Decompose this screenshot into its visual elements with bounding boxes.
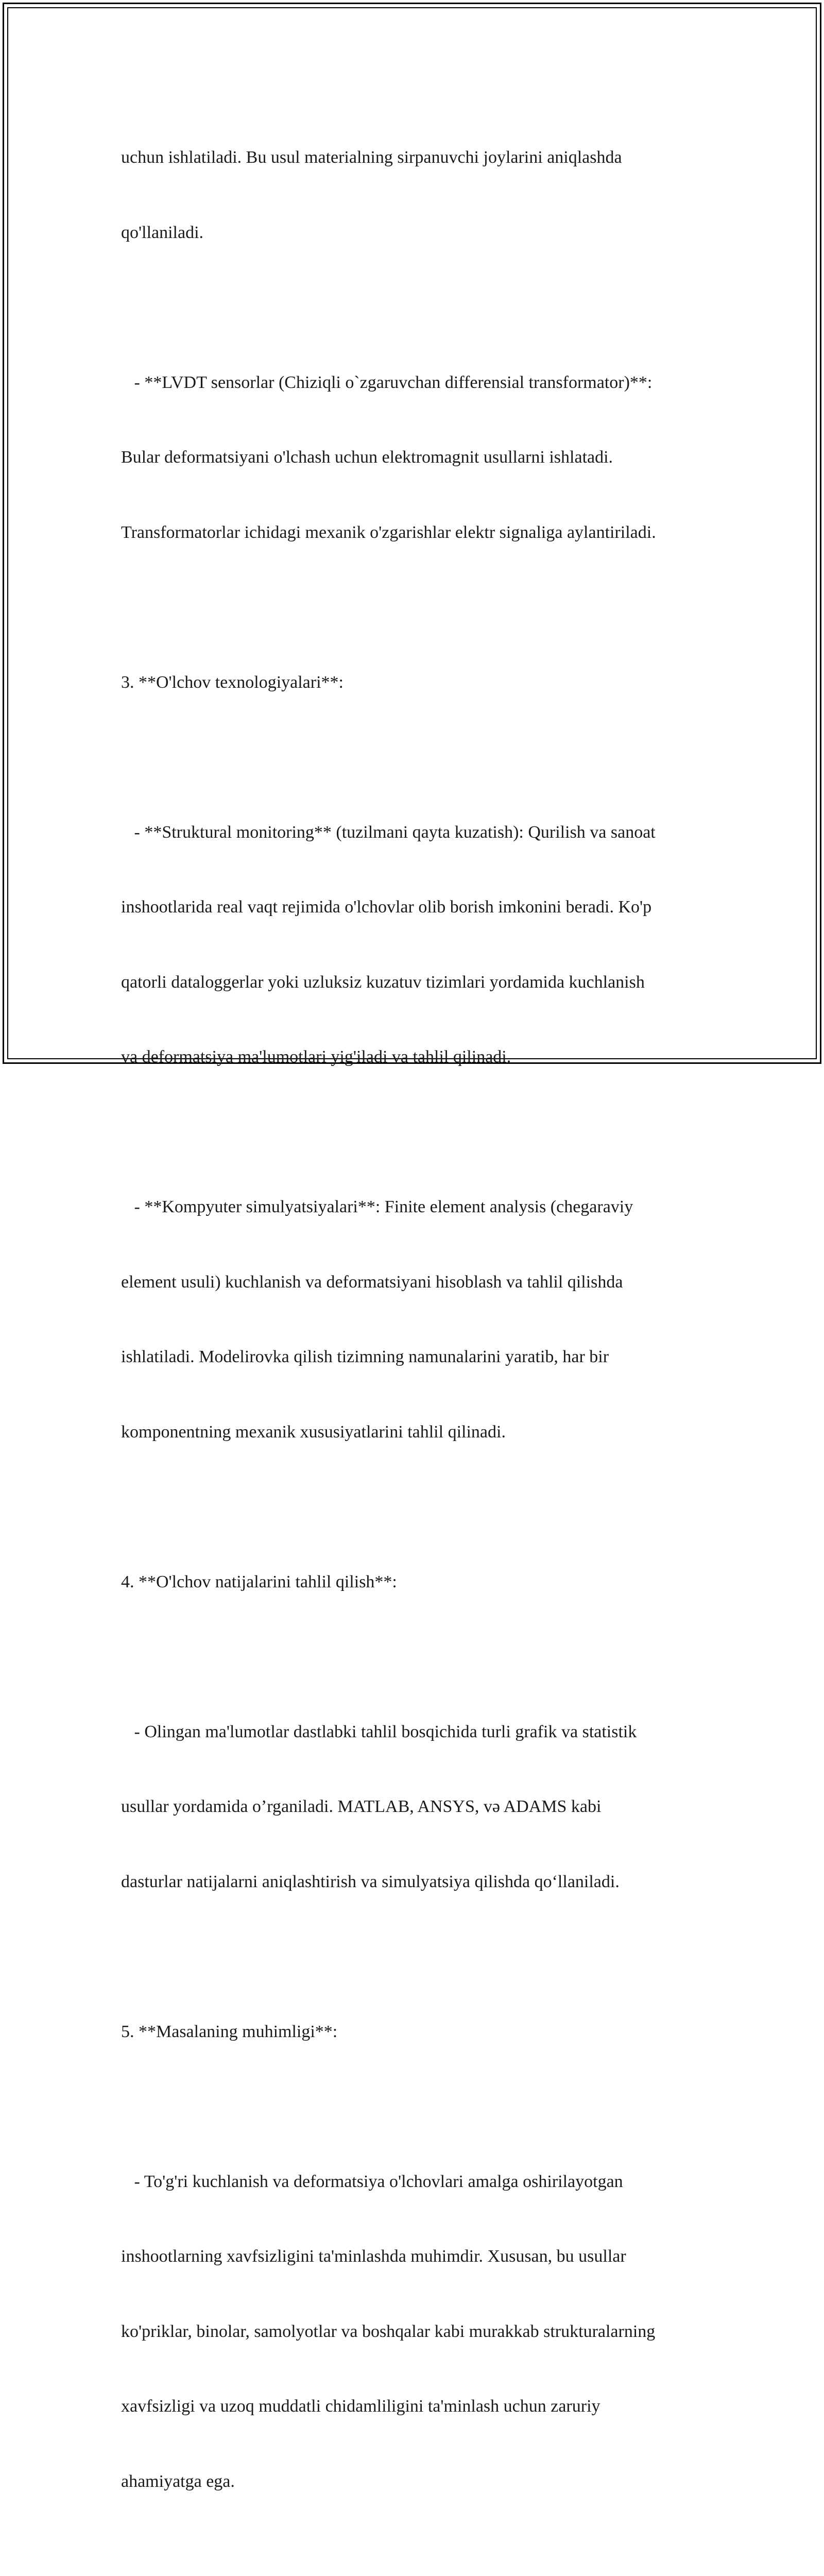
section-heading xyxy=(121,620,718,745)
text-line: 3. **O'lchov texnologiyalari**: xyxy=(121,670,718,696)
text-line: 4. **O'lchov natijalarini tahlil qilish**: xyxy=(121,1570,718,1595)
paragraph xyxy=(121,2569,718,2576)
text-line: - **Struktural monitoring** (tuzilmani qayta kuzatish): Qurilish va sanoat xyxy=(121,820,718,845)
text-line: xavfsizligi va uzoq muddatli chidamliligini ta'minlash uchun zaruriy xyxy=(121,2394,718,2419)
text-line: usullar yordamida o’rganiladi. MATLAB, ANSYS, və ADAMS kabi xyxy=(121,1794,718,1820)
text-line: qatorli dataloggerlar yoki uzluksiz kuzatuv tizimlari yordamida kuchlanish xyxy=(121,970,718,995)
section-heading xyxy=(121,1520,718,1645)
document-body xyxy=(121,95,718,2576)
text-line: - **Kompyuter simulyatsiyalari**: Finite element analysis (chegaraviy xyxy=(121,1195,718,1220)
text-line: element usuli) kuchlanish va deformatsiyani hisoblash va tahlil qilishda xyxy=(121,1270,718,1295)
text-line: ko'priklar, binolar, samolyotlar va boshqalar kabi murakkab strukturalarning xyxy=(121,2319,718,2345)
text-line: qo'llaniladi. xyxy=(121,221,718,246)
text-line: - Olingan ma'lumotlar dastlabki tahlil bosqichida turli grafik va statistik xyxy=(121,1720,718,1745)
paragraph xyxy=(121,2120,718,2545)
text-line: 5. **Masalaning muhimligi**: xyxy=(121,2020,718,2045)
text-line: - To'g'ri kuchlanish va deformatsiya o'lchovlari amalga oshirilayotgan xyxy=(121,2170,718,2195)
text-line: uchun ishlatiladi. Bu usul materialning sirpanuvchi joylarini aniqlashda xyxy=(121,145,718,171)
paragraph xyxy=(121,1145,718,1495)
text-line: Transformatorlar ichidagi mexanik o'zgarishlar elektr signaliga aylantiriladi. xyxy=(121,520,718,546)
text-line: inshootlarning xavfsizligini ta'minlashda muhimdir. Xususan, bu usullar xyxy=(121,2244,718,2269)
paragraph xyxy=(121,770,718,1120)
paragraph xyxy=(121,320,718,596)
text-line: va deformatsiya ma'lumotlari yig'iladi va tahlil qilinadi. xyxy=(121,1045,718,1070)
text-line: dasturlar natijalarni aniqlashtirish va simulyatsiya qilishda qo‘llaniladi. xyxy=(121,1870,718,1895)
text-line: inshootlarida real vaqt rejimida o'lchovlar olib borish imkonini beradi. Ko'p xyxy=(121,895,718,920)
text-line: komponentning mexanik xususiyatlarini tahlil qilinadi. xyxy=(121,1420,718,1445)
text-line: - **LVDT sensorlar (Chiziqli o`zgaruvchan differensial transformator)**: xyxy=(121,370,718,396)
paragraph xyxy=(121,95,718,295)
paragraph xyxy=(121,1670,718,1945)
text-line: ishlatiladi. Modelirovka qilish tizimning namunalarini yaratib, har bir xyxy=(121,1345,718,1370)
text-line: Bular deformatsiyani o'lchash uchun elektromagnit usullarni ishlatadi. xyxy=(121,445,718,470)
text-line: ahamiyatga ega. xyxy=(121,2469,718,2495)
section-heading xyxy=(121,1970,718,2095)
